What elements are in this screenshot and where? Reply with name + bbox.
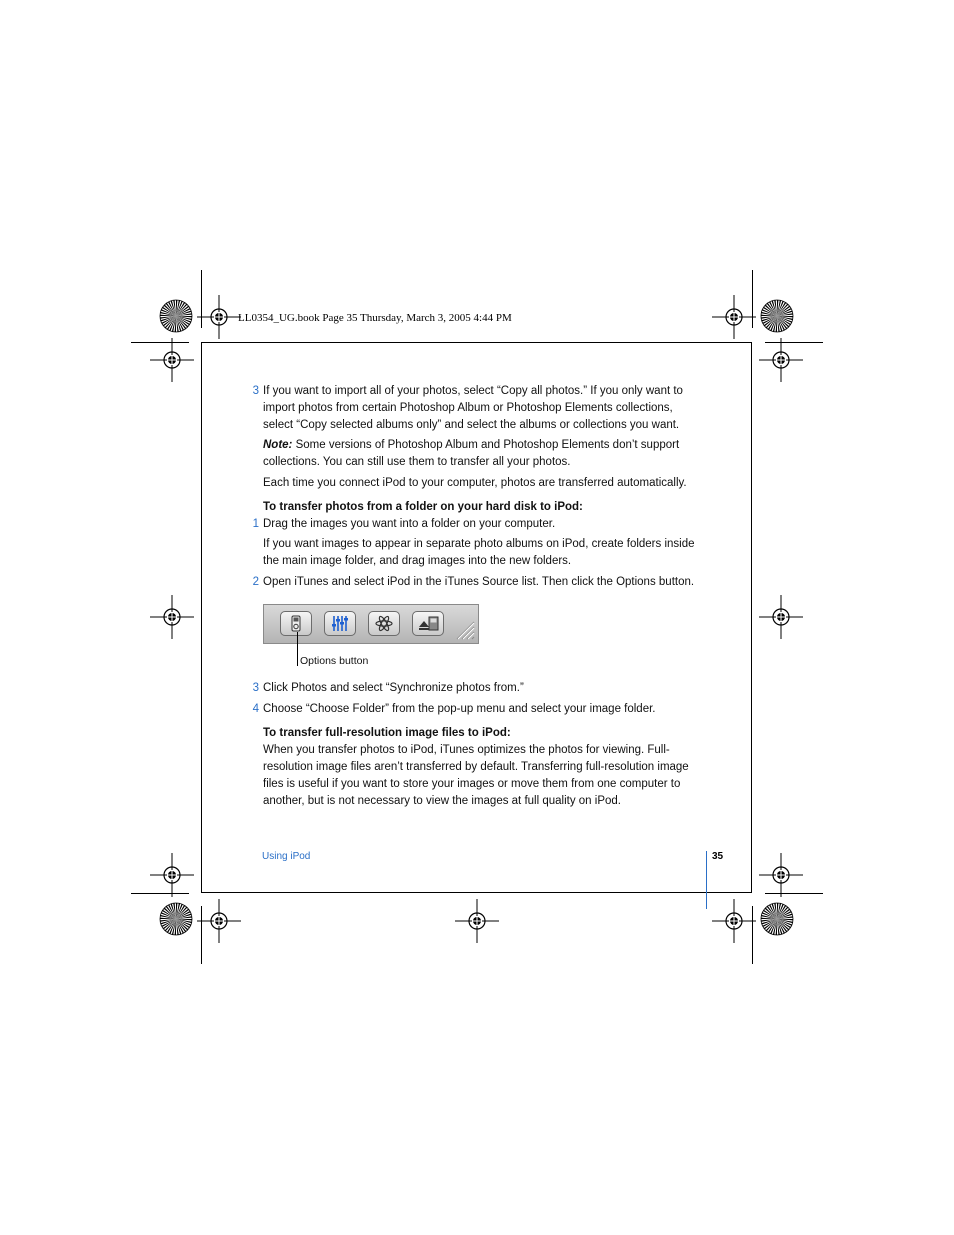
eject-button xyxy=(412,611,444,636)
step-text: Click Photos and select “Synchronize photos from.” xyxy=(263,682,524,694)
callout-label: Options button xyxy=(300,655,369,667)
page-number: 35 xyxy=(712,851,724,862)
note-paragraph xyxy=(263,437,703,471)
registration-mark-icon xyxy=(150,853,194,897)
step-text: Drag the images you want into a folder on your computer. xyxy=(263,518,556,530)
text-line: another, but is not necessary to view the images at full quality on iPod. xyxy=(263,795,621,807)
star-target-icon xyxy=(159,299,193,333)
paragraph xyxy=(263,536,703,570)
equalizer-icon xyxy=(325,612,355,635)
resize-grip-icon xyxy=(453,618,475,640)
registration-mark-icon xyxy=(197,295,241,339)
text-line: collections. You can still use them to transfer all your photos. xyxy=(263,456,571,468)
registration-mark-icon xyxy=(759,595,803,639)
paragraph: Each time you connect iPod to your computer, photos are transferred automatically. xyxy=(263,477,687,489)
text-line: select “Copy selected albums only” and select the albums or collections you want. xyxy=(263,419,680,431)
paragraph xyxy=(263,742,703,810)
star-target-icon xyxy=(159,902,193,936)
step-number: 3 xyxy=(252,682,259,694)
section-heading: To transfer full-resolution image files to iPod: xyxy=(263,727,511,739)
itunes-toolbar-illustration xyxy=(263,604,479,644)
registration-mark-icon xyxy=(712,295,756,339)
note-text: Some versions of Photoshop Album and Photoshop Elements don’t support xyxy=(292,439,680,451)
registration-mark-icon xyxy=(712,899,756,943)
ipod-icon xyxy=(281,612,311,635)
registration-mark-icon xyxy=(759,853,803,897)
step-number: 3 xyxy=(252,385,259,397)
eject-icon xyxy=(413,612,443,635)
registration-mark-icon xyxy=(197,899,241,943)
options-button xyxy=(280,611,312,636)
text-line: resolution image files aren’t transferred by default. Transferring full-resolution image xyxy=(263,761,689,773)
star-target-icon xyxy=(760,902,794,936)
callout-line xyxy=(297,632,298,666)
registration-mark-icon xyxy=(759,338,803,382)
footer-rule xyxy=(706,851,707,909)
text-line: import photos from certain Photoshop Album or Photoshop Elements collections, xyxy=(263,402,673,414)
visualizer-button xyxy=(368,611,400,636)
text-line: files is useful if you want to store your images or move them from one computer to xyxy=(263,778,681,790)
visualizer-icon xyxy=(369,612,399,635)
text-line: the main image folder, and drag images into the new folders. xyxy=(263,555,572,567)
text-line: When you transfer photos to iPod, iTunes optimizes the photos for viewing. Full- xyxy=(263,744,670,756)
text-line: If you want images to appear in separate photo albums on iPod, create folders inside xyxy=(263,538,695,550)
star-target-icon xyxy=(760,299,794,333)
registration-mark-icon xyxy=(150,595,194,639)
step-number: 1 xyxy=(252,518,259,530)
registration-mark-icon xyxy=(455,899,499,943)
step-text: Choose “Choose Folder” from the pop-up menu and select your image folder. xyxy=(263,703,656,715)
step-text: Open iTunes and select iPod in the iTunes Source list. Then click the Options button. xyxy=(263,576,695,588)
note-label: Note: xyxy=(263,439,293,451)
step-number: 4 xyxy=(252,703,259,715)
text-line: If you want to import all of your photos, select “Copy all photos.” If you only want to xyxy=(263,385,683,397)
section-heading: To transfer photos from a folder on your hard disk to iPod: xyxy=(263,501,583,513)
text-line xyxy=(263,437,703,454)
footer-section-label: Using iPod xyxy=(262,851,311,862)
step-number: 2 xyxy=(252,576,259,588)
slug-line: LL0354_UG.book Page 35 Thursday, March 3, 2005 4:44 PM xyxy=(238,312,512,324)
step-text xyxy=(263,383,703,434)
registration-mark-icon xyxy=(150,338,194,382)
equalizer-button xyxy=(324,611,356,636)
